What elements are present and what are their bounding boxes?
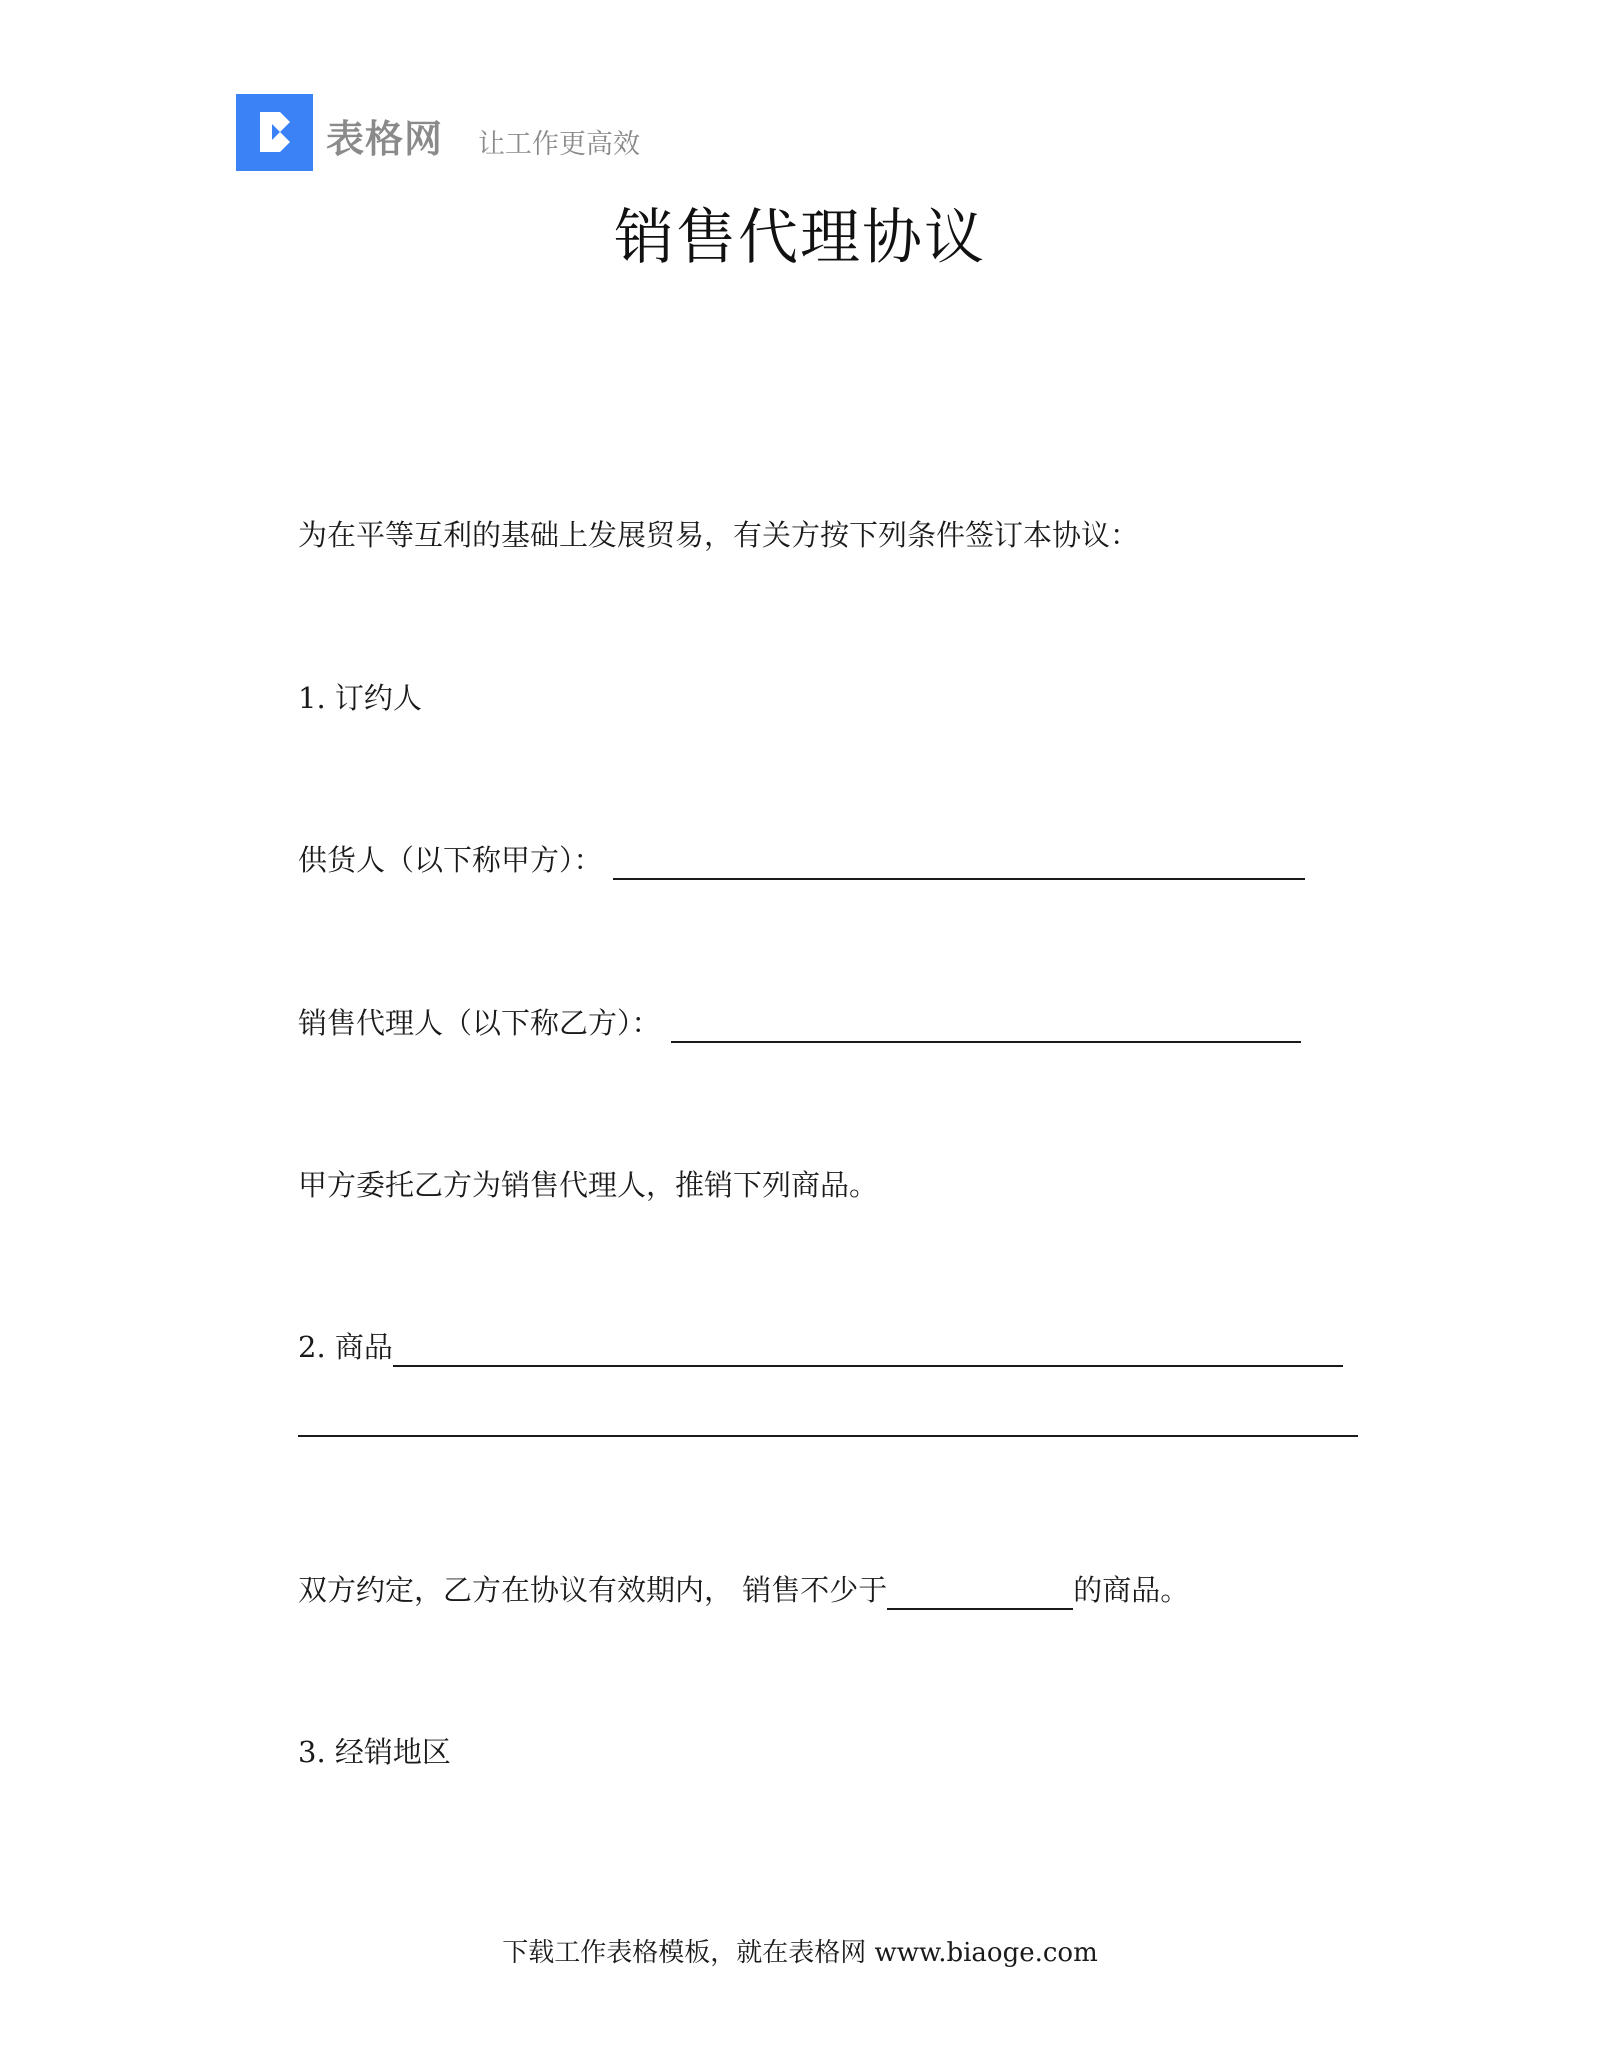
section-2-line — [298, 1327, 1343, 1367]
agent-blank — [671, 1007, 1301, 1043]
goods-blank — [393, 1331, 1343, 1367]
brand-logo-icon — [236, 94, 313, 171]
agent-label: 销售代理人（以下称乙方）： — [298, 1006, 661, 1040]
section-1-heading: 1. 订约人 — [298, 681, 422, 715]
goods-blank-line-2 — [298, 1435, 1358, 1437]
entrust-paragraph: 甲方委托乙方为销售代理人，推销下列商品。 — [298, 1168, 879, 1202]
supplier-label: 供货人（以下称甲方）： — [298, 843, 603, 877]
intro-paragraph: 为在平等互利的基础上发展贸易，有关方按下列条件签订本协议： — [298, 518, 1140, 552]
page-title: 销售代理协议 — [614, 203, 986, 273]
quota-text-before: 双方约定，乙方在协议有效期内， 销售不少于 — [298, 1573, 888, 1607]
agent-line — [298, 1003, 1301, 1043]
section-3-heading: 3. 经销地区 — [298, 1735, 451, 1769]
footer-text: 下载工作表格模板，就在表格网 www.biaoge.com — [502, 1938, 1098, 1968]
quota-text-after: 的商品。 — [1073, 1573, 1190, 1607]
section-2-heading: 2. 商品 — [298, 1330, 393, 1364]
quota-blank — [887, 1574, 1073, 1610]
quota-line — [298, 1570, 1189, 1610]
supplier-line — [298, 840, 1305, 880]
supplier-blank — [613, 844, 1305, 880]
brand-name: 表格网 — [326, 117, 444, 161]
brand-slogan: 让工作更高效 — [478, 129, 640, 160]
